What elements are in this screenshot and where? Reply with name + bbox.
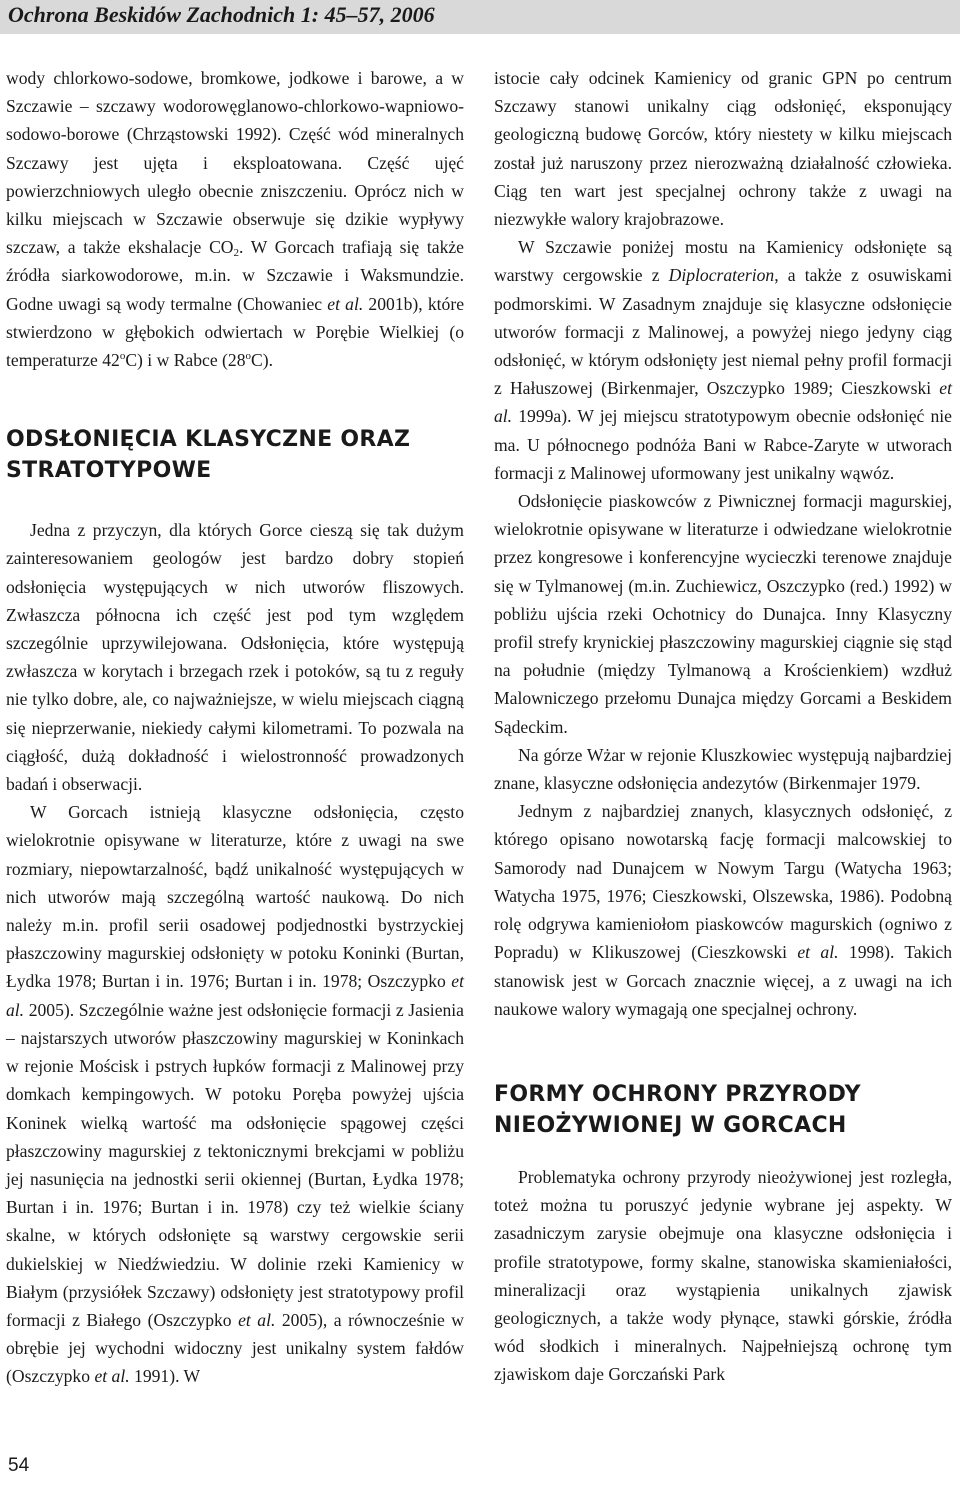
paragraph-szczawa-outcrops: W Szczawie poniżej mostu na Kamienicy odsłonięte są warstwy cergowskie z Diplocraterion, a także z osuwiskami podmorskimi. W Zasadnym znajduje się klasyczne odsłonięcie utworów formacji z Malinowej, a powyżej niego jedyny ciąg odsłonięć, w którym odsłonięty jest niemal pełny profil formacji z Hałuszowej (Birkenmajer, Oszczypko 1989; Cieszkowski et al. 1999a). W jej miejscu stratotypowym obecnie odsłonięć nie ma. U północnego podnóża Bani w Rabce-Zaryte w utworach formacji z Malinowej uformowany jest unikalny wąwóz.: [494, 237, 952, 483]
section-heading-protection-forms: FORMY OCHRONY PRZYRODY NIEOŻYWIONEJ W GORCACH: [494, 1081, 861, 1138]
section-heading-outcrops: ODSŁONIĘCIA KLASYCZNE ORAZ STRATOTYPOWE: [6, 427, 411, 484]
page-number: 54: [8, 1455, 30, 1476]
paragraph-wzar: Na górze Wżar w rejonie Kluszkowiec występują najbardziej znane, klasyczne odsłonięcia andezytów (Birkenmajer 1979.: [494, 744, 952, 794]
paragraph-mineral-waters: wody chlorkowo-sodowe, bromkowe, jodkowe i barowe, a w Szczawie – szczawy wodorowęglanowo-chlorkowo-wapniowo-sodowo-borowe (Chrząstowski 1992). Część wód mineralnych Szczawy jest ujęta i eksploatowana. Część ujęć powierzchniowych uległo obecnie zniszczeniu. Oprócz nich w kilku miejscach w Szczawie obserwuje się dzikie wypływy szczaw, a także ekshalacje $CO_2$. W Gorcach trafiają się także źródła siarkowodorowe, m.in. w Szczawie i Waksmundzie. Godne uwagi są wody termalne (Chowaniec et al. 2001b), które stwierdzono w głębokich odwiertach w Porębie Wielkiej (o temperaturze 42$^o$C) i w Rabce (28$^o$C).: [6, 68, 464, 371]
paragraph-samorody: Jednym z najbardziej znanych, klasycznych odsłonięć, z którego opisano nowotarską fację formacji malcowskiej to Samorody nad Dunajcem w Nowym Targu (Watycha 1963; Watycha 1975, 1976; Cieszkowski, Olszewska, 1986). Podobną rolę odgrywa kamieniołom piaskowców magurskich (ogniwo z Popradu) w Klikuszowej (Cieszkowski et al. 1998). Takich stanowisk jest w Gorcach znacznie więcej, a z uwagi na ich naukowe walory wymagają one specjalnej ochrony.: [494, 801, 953, 1019]
journal-title: Ochrona Beskidów Zachodnich 1: 45–57, 2006: [8, 2, 435, 27]
paragraph-tylmanowa: Odsłonięcie piaskowców z Piwnicznej formacji magurskiej, wielokrotnie opisywane w literaturze i odwiedzane wielokrotnie przez kongresowe i konferencyjne wycieczki terenowe znajduje się w Tylmanowej (m.in. Zuchiewicz, Oszczypko (red.) 1992) w pobliżu ujścia rzeki Ochotnicy do Dunajca. Inny Klasyczny profil strefy krynickiej płaszczowiny magurskiej ciągnie się stąd na południe (między Tylmanową a Krościenkiem) wzdłuż Malowniczego przełomu Dunajca między Gorcami a Beskidem Sądeckim.: [494, 491, 952, 737]
left-column: [6, 64, 464, 1391]
paragraph-kamienica: istocie cały odcinek Kamienicy od granic GPN po centrum Szczawy stanowi unikalny ciąg odsłonięć, eksponujący geologiczną budowę Gorców, który niestety w kilku miejscach został już naruszony przez nierozważną działalność człowieka. Ciąg ten wart jest specjalnej ochrony także z uwagi na niezwykłe walory krajobrazowe.: [494, 68, 952, 230]
paragraph-outcrops-intro: Jedna z przyczyn, dla których Gorce cieszą się tak dużym zainteresowaniem geologów jest bardzo dobry stopień odsłonięcia występujących w nich utworów fliszowych. Zwłaszcza północna ich część jest pod tym względem szczególnie uprzywilejowana. Odsłonięcia, które występują zwłaszcza w korytach i brzegach rzek i potoków, są tu z reguły nie tylko dobre, ale, co najważniejsze, w wielu miejscach ciągną się nieprzerwanie, niekiedy całymi kilometrami. To pozwala na ciągłość, dużą dokładność i wielostronność prowadzonych badań i obserwacji.: [6, 520, 464, 795]
paragraph-classic-outcrops: W Gorcach istnieją klasyczne odsłonięcia, często wielokrotnie opisywane w literaturze, które z uwagi na swe rozmiary, niepowtarzalność, bądź unikalność występujących w nich utworów mają szczególną wartość naukową. Do nich należy m.in. profil serii osadowej podjednostki bystrzyckiej płaszczowiny magurskiej odsłonięty w potoku Koninki (Burtan, Łydka 1978; Burtan i in. 1976; Burtan i in. 1978; Oszczypko et al. 2005). Szczególnie ważne jest odsłonięcie formacji z Jasienia – najstarszych utworów płaszczowiny magurskiej w Koninkach w rejonie Mościsk i pstrych łupków formacji z Malinowej przy domkach kempingowych. W potoku Poręba powyżej ujścia Koninek wielką wartość ma odsłonięcie spągowej części płaszczowiny magurskiej z tektonicznymi brekcjami w pobliżu jej nasunięcia na jednostki serii okiennej (Burtan, Łydka 1978; Burtan i in. 1976; Burtan i in. 1978) czy też wielkie ściany skalne, w których odsłonięte są warstwy cergowskie serii dukielskiej w Niedźwiedziu. W dolinie rzeki Kamienicy w Białym (przysiółek Szczawy) odsłonięty jest stratotypowy profil formacji z Białego (Oszczypko et al. 2005), a równocześnie w obrębie jej wychodni widoczny jest unikalny system fałdów (Oszczypko et al. 1991). W: [6, 802, 464, 1387]
paragraph-protection-issues: Problematyka ochrony przyrody nieożywionej jest rozległa, toteż można tu poruszyć jedynie wybrane jej aspekty. W zasadniczym zarysie obejmuje ona klasyczne odsłonięcia i profile stratotypowe, formy skalne, stanowiska skamieniałości, mineralizacji oraz wystąpienia unikalnych zjawisk geologicznych, a także wody płynące, stawki górskie, źródła wód słodkich i mineralnych. Najpełniejszą ochronę tym zjawiskom daje Gorczański Park: [494, 1166, 952, 1385]
right-column: [494, 64, 952, 1389]
running-header: [0, 0, 960, 34]
